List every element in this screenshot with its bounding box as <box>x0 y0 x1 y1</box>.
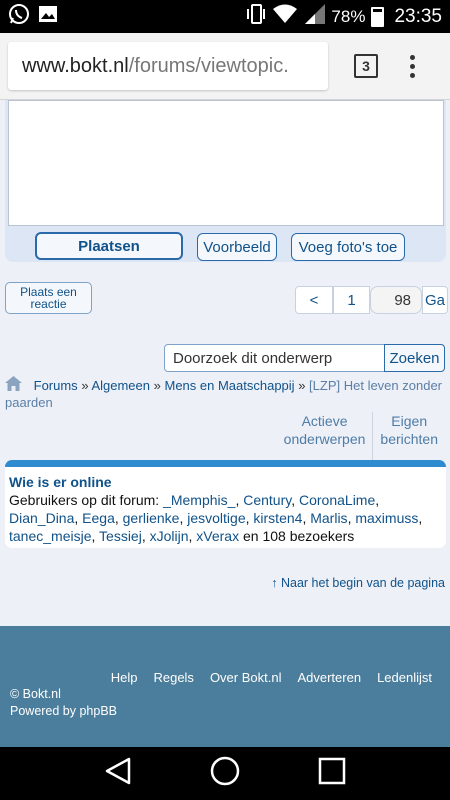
own-posts-label-1: Eigen <box>391 413 428 429</box>
who-is-online-panel <box>5 460 446 548</box>
post-reply-button[interactable] <box>5 282 92 314</box>
android-navigation-bar <box>0 747 450 800</box>
pagination-page-1[interactable]: 1 <box>333 286 370 314</box>
user-link[interactable]: jesvoltige <box>187 510 246 526</box>
user-link[interactable]: xVerax <box>196 528 240 544</box>
breadcrumb-separator: » <box>298 378 306 393</box>
quick-links <box>277 412 445 460</box>
post-button[interactable]: Plaatsen <box>35 232 183 260</box>
back-icon[interactable] <box>103 756 133 791</box>
pagination-prev[interactable]: < <box>295 286 333 314</box>
url-host: www.bokt.nl <box>22 54 129 77</box>
breadcrumb-separator: » <box>81 378 89 393</box>
battery-icon <box>371 7 384 27</box>
user-link[interactable]: tanec_meisje <box>9 528 92 544</box>
user-link[interactable]: gerlienke <box>122 510 180 526</box>
online-users-prefix: Gebruikers op dit forum: <box>9 492 164 508</box>
user-link[interactable]: _Memphis_ <box>163 492 236 508</box>
breadcrumb-forums[interactable]: Forums <box>33 378 78 393</box>
active-topics-label-1: Actieve <box>301 413 348 429</box>
overflow-menu-icon[interactable] <box>410 55 415 78</box>
footer-links <box>111 670 432 685</box>
image-icon <box>38 4 58 29</box>
clock: 23:35 <box>394 5 442 27</box>
user-link[interactable]: maximuss <box>355 510 419 526</box>
home-icon[interactable] <box>5 378 34 393</box>
footer-link-about[interactable]: Over Bokt.nl <box>209 670 282 685</box>
message-textarea[interactable] <box>8 100 444 226</box>
user-link[interactable]: Dian_Dina <box>9 510 75 526</box>
back-to-top-link[interactable]: ↑ Naar het begin van de pagina <box>271 576 445 590</box>
vibrate-icon <box>245 3 267 30</box>
user-link[interactable]: kirsten4 <box>253 510 303 526</box>
search-button[interactable]: Zoeken <box>384 344 445 372</box>
powered-by-text[interactable]: Powered by phpBB <box>10 704 118 718</box>
copyright-text: © Bokt.nl <box>10 687 61 701</box>
tab-count: 3 <box>362 58 370 74</box>
topic-search-input[interactable]: Doorzoek dit onderwerp <box>164 344 385 372</box>
copyright <box>10 686 117 720</box>
recent-apps-icon[interactable] <box>317 756 347 791</box>
pagination <box>295 286 448 314</box>
address-bar[interactable] <box>8 42 328 90</box>
active-topics-label-2: onderwerpen <box>283 431 366 447</box>
user-link[interactable]: xJolijn <box>149 528 189 544</box>
page-footer <box>0 626 450 747</box>
breadcrumb-mens-en-maatschappij[interactable]: Mens en Maatschappij <box>164 378 295 393</box>
user-link[interactable]: CoronaLime <box>298 492 376 508</box>
reply-editor-panel <box>5 100 446 262</box>
whatsapp-icon <box>8 3 30 30</box>
browser-toolbar <box>0 33 450 100</box>
online-guests-count: en 108 bezoekers <box>239 528 355 544</box>
footer-link-memberlist[interactable]: Ledenlijst <box>377 670 432 685</box>
signal-icon <box>303 4 325 29</box>
user-link[interactable]: Century <box>243 492 292 508</box>
active-topics-link[interactable] <box>277 412 373 460</box>
page-jump-go-button[interactable]: Ga <box>422 286 448 314</box>
wifi-icon <box>273 4 297 29</box>
footer-link-help[interactable]: Help <box>110 670 138 685</box>
post-reply-label: Plaats een reactie <box>20 285 77 311</box>
user-link[interactable]: Marlis <box>310 510 348 526</box>
user-link[interactable]: Tessiej <box>99 528 142 544</box>
breadcrumb <box>5 376 445 411</box>
own-posts-label-2: berichten <box>380 431 438 447</box>
breadcrumb-current-topic[interactable]: [LZP] Het leven zonder paarden <box>5 378 443 410</box>
page-jump-input[interactable]: 98 <box>370 286 422 314</box>
online-users-text: Gebruikers op dit forum: _Memphis_, Century, CoronaLime, Dian_Dina, Eega, gerlienke, jesvoltige, kirsten4, Marlis, maximuss, tanec_meisje, Tessiej, xJolijn, xVerax en 108 bezoekers <box>9 492 423 544</box>
user-link[interactable]: Eega <box>82 510 115 526</box>
status-bar <box>0 0 450 33</box>
tab-switcher-button[interactable] <box>354 54 378 78</box>
own-posts-link[interactable] <box>373 412 445 460</box>
breadcrumb-separator: » <box>153 378 161 393</box>
add-photos-button[interactable]: Voeg foto's toe <box>291 233 405 261</box>
footer-link-rules[interactable]: Regels <box>153 670 194 685</box>
footer-link-advertise[interactable]: Adverteren <box>297 670 362 685</box>
breadcrumb-algemeen[interactable]: Algemeen <box>91 378 150 393</box>
preview-button[interactable]: Voorbeeld <box>197 233 277 261</box>
battery-percent: 78% <box>331 6 366 26</box>
page-content <box>0 100 450 626</box>
who-is-online-title: Wie is er online <box>9 474 112 490</box>
url-path: /forums/viewtopic. <box>128 54 289 77</box>
home-circle-icon[interactable] <box>209 755 241 792</box>
